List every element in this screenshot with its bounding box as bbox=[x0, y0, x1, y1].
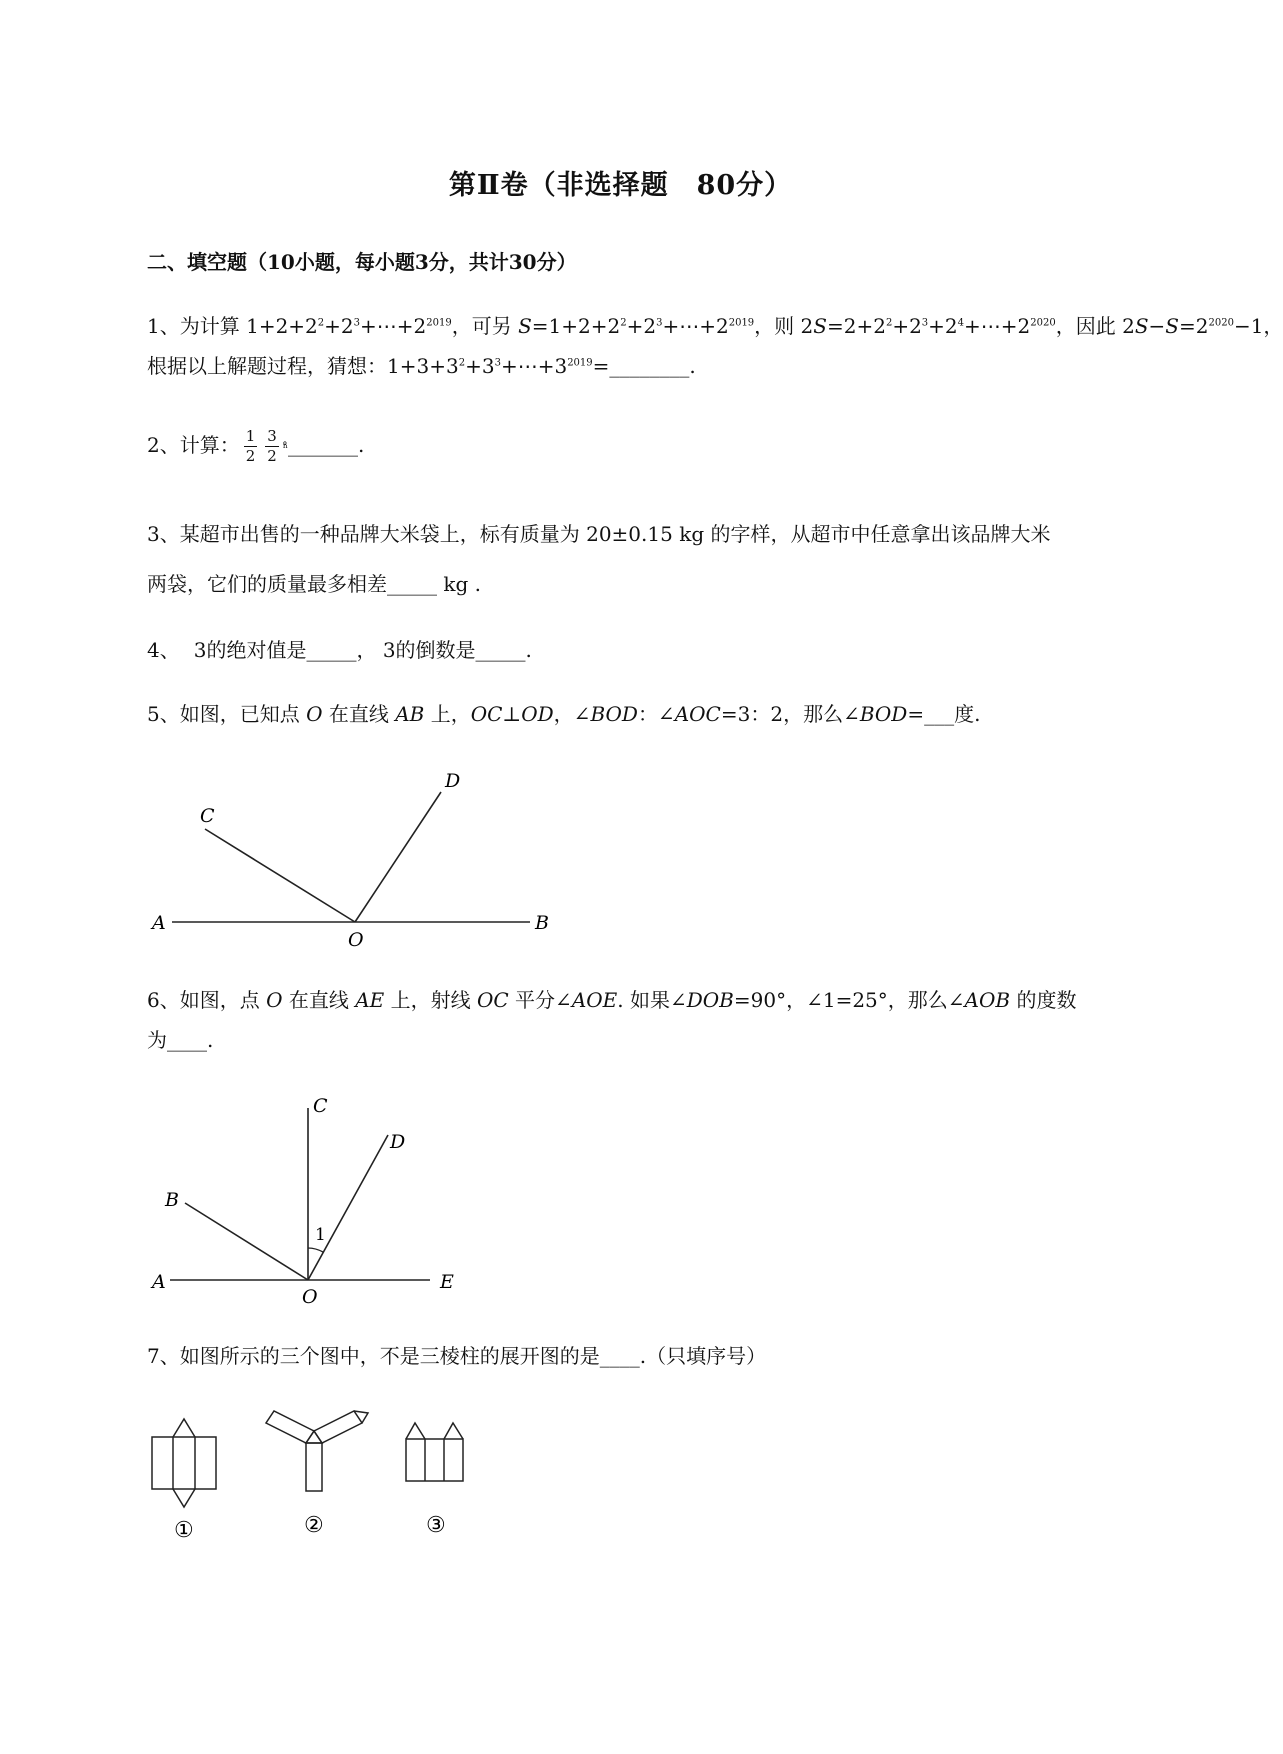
q6-text: 平分∠ bbox=[508, 988, 572, 1012]
q5-text: 在直线 bbox=[322, 702, 396, 726]
q1-text: ，可另 bbox=[451, 314, 519, 338]
q6-text: . 如果∠ bbox=[617, 988, 687, 1012]
section-heading: 二、填空题（10小题，每小题3分，共计30分） bbox=[147, 250, 577, 274]
point-label-e: E bbox=[440, 1271, 454, 1293]
point-label-a: A bbox=[152, 1271, 166, 1293]
q1-exponent: 2020 bbox=[1030, 317, 1056, 329]
q5-text: ⊥ bbox=[502, 702, 522, 726]
q1-text: ，因此 2 bbox=[1055, 314, 1135, 338]
net-2-label: ② bbox=[304, 1513, 324, 1538]
q1-text: =2+2 bbox=[826, 314, 886, 338]
fraction-denominator: 2 bbox=[267, 447, 277, 465]
q5-text: ，∠ bbox=[553, 702, 591, 726]
q1-text: =2 bbox=[1179, 314, 1209, 338]
angle-1-label: 1 bbox=[315, 1225, 326, 1245]
q5-variable: OC bbox=[470, 702, 503, 726]
figure-7-prism-nets bbox=[140, 1405, 500, 1555]
net-3 bbox=[406, 1423, 463, 1481]
question-3-line-1 bbox=[147, 514, 1050, 554]
q1-exponent: 2019 bbox=[426, 317, 452, 329]
q1-text: −1， bbox=[1233, 314, 1283, 338]
ray-od bbox=[355, 792, 441, 922]
q2-mark: ⁿ̊ bbox=[282, 441, 289, 455]
question-7 bbox=[147, 1336, 766, 1376]
question-5 bbox=[147, 694, 980, 734]
q6-variable: O bbox=[266, 988, 283, 1012]
q6-text: =90°，∠1=25°，那么∠ bbox=[733, 988, 965, 1012]
q1-variable: S bbox=[518, 314, 532, 338]
net-1 bbox=[152, 1419, 216, 1507]
point-label-c: C bbox=[200, 805, 215, 827]
q6-variable: AOB bbox=[964, 988, 1011, 1012]
question-1-line-1 bbox=[147, 306, 1283, 346]
q5-text: ：∠ bbox=[637, 702, 675, 726]
question-2 bbox=[147, 420, 364, 473]
question-1-line-2 bbox=[147, 346, 696, 386]
q1-exponent: 2 bbox=[458, 357, 466, 369]
q1-exponent: 3 bbox=[494, 357, 501, 369]
q5-text: 如图，已知点 bbox=[179, 702, 307, 726]
q6-text: 上，射线 bbox=[384, 988, 477, 1012]
ray-od bbox=[308, 1135, 388, 1280]
q1-text: +2 bbox=[928, 314, 958, 338]
q1-variable: S bbox=[1165, 314, 1179, 338]
q3-text: 某超市出售的一种品牌大米袋上，标有质量为 bbox=[179, 522, 580, 546]
q4-text: 3的绝对值是_____， 3的倒数是_____. bbox=[193, 638, 532, 662]
question-number: 3、 bbox=[147, 522, 180, 546]
q5-text: =3：2，那么∠ bbox=[720, 702, 860, 726]
q1-text: =________. bbox=[592, 354, 696, 378]
q6-variable: OC bbox=[476, 988, 509, 1012]
q1-text: +2 bbox=[324, 314, 354, 338]
q5-variable: BOD bbox=[590, 702, 638, 726]
question-4 bbox=[147, 630, 532, 670]
q3-mass-value: 20±0.15 bbox=[586, 522, 673, 546]
question-3-line-2: 两袋，它们的质量最多相差_____ kg . bbox=[147, 572, 481, 596]
q6-variable: AOE bbox=[571, 988, 618, 1012]
q1-variable: S bbox=[1134, 314, 1149, 338]
q5-text: =___度. bbox=[907, 702, 981, 726]
q1-text: +⋯+2 bbox=[662, 314, 729, 338]
q5-variable: BOD bbox=[859, 702, 908, 726]
ray-ob bbox=[185, 1203, 308, 1280]
point-label-b: B bbox=[535, 912, 549, 934]
q2-blank: _______. bbox=[288, 433, 365, 457]
q1-text: +3 bbox=[465, 354, 495, 378]
q5-variable: OD bbox=[521, 702, 554, 726]
point-label-d: D bbox=[445, 770, 461, 792]
point-label-o: O bbox=[348, 929, 364, 951]
net-1-label: ① bbox=[174, 1518, 194, 1543]
q1-exponent: 2019 bbox=[567, 357, 593, 369]
q1-exponent: 2019 bbox=[728, 317, 755, 329]
q1-text: +⋯+2 bbox=[964, 314, 1031, 338]
q1-text: +⋯+2 bbox=[360, 314, 427, 338]
ray-oc bbox=[205, 829, 355, 922]
net-3-label: ③ bbox=[426, 1513, 446, 1538]
q6-text: 的度数 bbox=[1010, 988, 1077, 1012]
q1-text: +2 bbox=[626, 314, 657, 338]
question-number: 4、 bbox=[147, 638, 180, 662]
q1-text: − bbox=[1148, 314, 1166, 338]
fraction-denominator: 2 bbox=[245, 447, 256, 465]
net-2 bbox=[266, 1411, 368, 1491]
figure-6-angle-diagram bbox=[140, 1090, 480, 1310]
question-6-line-1 bbox=[147, 980, 1076, 1020]
q1-text: 为计算 1+2+2 bbox=[179, 314, 318, 338]
q1-text: =1+2+2 bbox=[531, 314, 621, 338]
question-6-line-2: 为____. bbox=[147, 1028, 214, 1052]
q2-text: 计算： bbox=[179, 433, 240, 457]
q6-variable: DOB bbox=[686, 988, 734, 1012]
q1-exponent: 3 bbox=[656, 317, 663, 329]
fraction-one-half bbox=[244, 427, 258, 466]
figure-5-angle-diagram bbox=[140, 760, 560, 960]
fraction-numerator: 3 bbox=[267, 427, 277, 445]
page-title: 第Ⅱ卷（非选择题 80分） bbox=[448, 170, 793, 201]
question-number: 1、 bbox=[147, 314, 180, 338]
question-number: 5、 bbox=[147, 702, 180, 726]
q1-exponent: 2 bbox=[317, 317, 325, 329]
q1-text: +2 bbox=[892, 314, 922, 338]
q5-variable: AB bbox=[395, 702, 425, 726]
q1-exponent: 3 bbox=[353, 317, 361, 329]
point-label-b: B bbox=[165, 1189, 179, 1211]
question-number: 7、 bbox=[147, 1344, 180, 1368]
q6-text: 在直线 bbox=[282, 988, 356, 1012]
question-number: 2、 bbox=[147, 433, 180, 457]
q1-text: +⋯+3 bbox=[500, 354, 568, 378]
point-label-o: O bbox=[302, 1286, 318, 1308]
q1-variable: S bbox=[813, 314, 827, 338]
q6-text: 如图，点 bbox=[179, 988, 267, 1012]
q5-text: 上， bbox=[424, 702, 471, 726]
q7-text: 如图所示的三个图中，不是三棱柱的展开图的是____.（只填序号） bbox=[179, 1344, 767, 1368]
q3-text: kg 的字样，从超市中任意拿出该品牌大米 bbox=[679, 522, 1051, 546]
q1-exponent: 3 bbox=[921, 317, 929, 329]
q1-text: 根据以上解题过程，猜想：1+3+3 bbox=[147, 354, 459, 378]
q1-exponent: 2020 bbox=[1208, 317, 1234, 329]
q1-text: ，则 2 bbox=[754, 314, 814, 338]
q1-exponent: 2 bbox=[620, 317, 627, 329]
angle-1-arc bbox=[308, 1248, 323, 1252]
q1-exponent: 4 bbox=[957, 317, 965, 329]
q1-exponent: 2 bbox=[885, 317, 893, 329]
point-label-a: A bbox=[152, 912, 166, 934]
q5-variable: O bbox=[306, 702, 323, 726]
point-label-c: C bbox=[313, 1095, 328, 1117]
question-number: 6、 bbox=[147, 988, 180, 1012]
fraction-three-halves bbox=[265, 427, 279, 466]
fraction-numerator: 1 bbox=[245, 427, 256, 445]
q5-variable: AOC bbox=[674, 702, 721, 726]
point-label-d: D bbox=[390, 1131, 406, 1153]
q6-variable: AE bbox=[355, 988, 385, 1012]
